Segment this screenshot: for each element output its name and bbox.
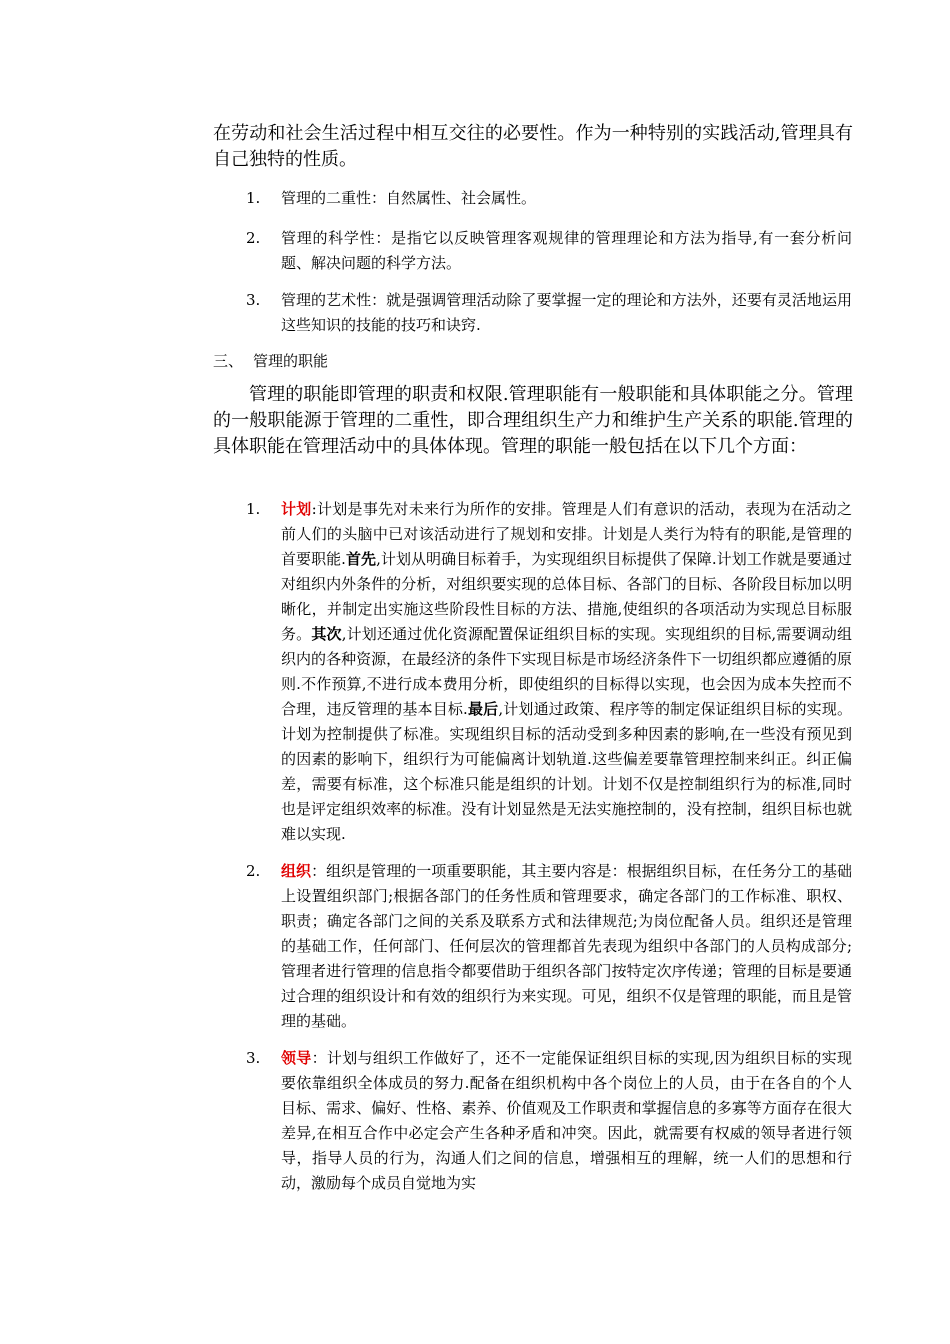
list-text: 管理的二重性：自然属性、社会属性。 [281, 189, 537, 207]
list-number: 1. [246, 189, 261, 207]
keyword-organize: 组织 [281, 862, 312, 880]
text-segment: ,计划通过政策、程序等的制定保证组织目标的实现。计划为控制提供了标准。实现组织目标的活动受到多种因素的影响,在一些没有预见到的因素的影响下，组织行为可能偏离计划轨道.这些偏差要靠管理控制来纠正。纠正偏差，需要有标准，这个标准只能是组织的计划。计划不仅是控制组织行为的标准,同时也是评定组织效率的标准。没有计划显然是无法实施控制的，没有控制，组织目标也就难以实现. [281, 700, 852, 843]
section-number: 三、 [213, 352, 244, 370]
list-item-plan [246, 497, 852, 847]
list-item [246, 288, 852, 338]
list-number: 3. [246, 291, 261, 309]
keyword-lead: 领导 [281, 1049, 312, 1067]
section-heading [213, 350, 328, 372]
list-text [281, 497, 852, 847]
text-segment: ,计划还通过优化资源配置保证组织目标的实现。实现组织的目标,需要调动组织内的各种资源，在最经济的条件下实现目标是市场经济条件下一切组织都应遵循的原则.不作预算,不进行成本费用分析，即使组织的目标得以实现，也会因为成本失控而不合理，违反管理的基本目标. [281, 625, 852, 718]
bold-second: 其次 [311, 625, 342, 643]
list-item-organize [246, 859, 852, 1034]
text-segment: ,计划从明确目标着手，为实现组织目标提供了保障.计划工作就是要通过对组织内外条件的分析，对组织要实现的总体目标、各部门的目标、各阶段目标加以明晰化，并制定出实施这些阶段性目标的方法、措施,使组织的各项活动为实现总目标服务。 [281, 550, 852, 643]
functions-intro-paragraph: 管理的职能即管理的职责和权限.管理职能有一般职能和具体职能之分。管理的一般职能源于管理的二重性，即合理组织生产力和维护生产关系的职能.管理的具体职能在管理活动中的具体体现。管理的职能一般包括在以下几个方面： [213, 384, 853, 457]
list-number: 3. [246, 1049, 261, 1067]
list-text: 管理的科学性：是指它以反映管理客观规律的管理理论和方法为指导,有一套分析问题、解决问题的科学方法。 [281, 229, 852, 272]
list-text [281, 1046, 852, 1196]
list-number: 1. [246, 500, 261, 518]
functions-list [246, 497, 852, 1196]
list-text: 管理的艺术性：就是强调管理活动除了要掌握一定的理论和方法外，还要有灵活地运用这些知识的技能的技巧和诀窍. [281, 291, 852, 334]
text-segment: :计划是事先对未来行为所作的安排。管理是人们有意识的活动，表现为在活动之前人们的头脑中已对该活动进行了规划和安排。计划是人类行为特有的职能,是管理的首要职能. [281, 500, 852, 568]
text-segment: ：组织是管理的一项重要职能，其主要内容是：根据组织目标，在任务分工的基础上设置组织部门;根据各部门的任务性质和管理要求，确定各部门的工作标准、职权、职责；确定各部门之间的关系及联系方式和法律规范;为岗位配备人员。组织还是管理的基础工作，任何部门、任何层次的管理都首先表现为组织中各部门的人员构成部分;管理者进行管理的信息指令都要借助于组织各部门按特定次序传递；管理的目标是要通过合理的组织设计和有效的组织行为来实现。可见，组织不仅是管理的职能，而且是管理的基础。 [281, 862, 852, 1030]
list-number: 2. [246, 862, 261, 880]
intro-paragraph: 在劳动和社会生活过程中相互交往的必要性。作为一种特别的实践活动,管理具有自己独特的性质。 [213, 123, 853, 170]
list-item [246, 226, 852, 276]
list-item-lead [246, 1046, 852, 1196]
list-number: 2. [246, 229, 261, 247]
intro-paragraph-block [213, 121, 853, 173]
nature-list [246, 186, 852, 338]
list-text [281, 859, 852, 1034]
keyword-plan: 计划 [281, 500, 312, 518]
section-title: 管理的职能 [253, 352, 329, 370]
bold-first: 首先 [345, 550, 377, 568]
text-segment: ：计划与组织工作做好了，还不一定能保证组织目标的实现,因为组织目标的实现要依靠组织全体成员的努力.配备在组织机构中各个岗位上的人员，由于在各自的个人目标、需求、偏好、性格、素养、价值观及工作职责和掌握信息的多寡等方面存在很大差异,在相互合作中必定会产生各种矛盾和冲突。因此，就需要有权威的领导者进行领导，指导人员的行为，沟通人们之间的信息，增强相互的理解，统一人们的思想和行动，激励每个成员自觉地为实 [281, 1049, 852, 1192]
list-item [246, 186, 852, 211]
bold-last: 最后 [467, 700, 499, 718]
functions-intro-block [213, 382, 853, 460]
